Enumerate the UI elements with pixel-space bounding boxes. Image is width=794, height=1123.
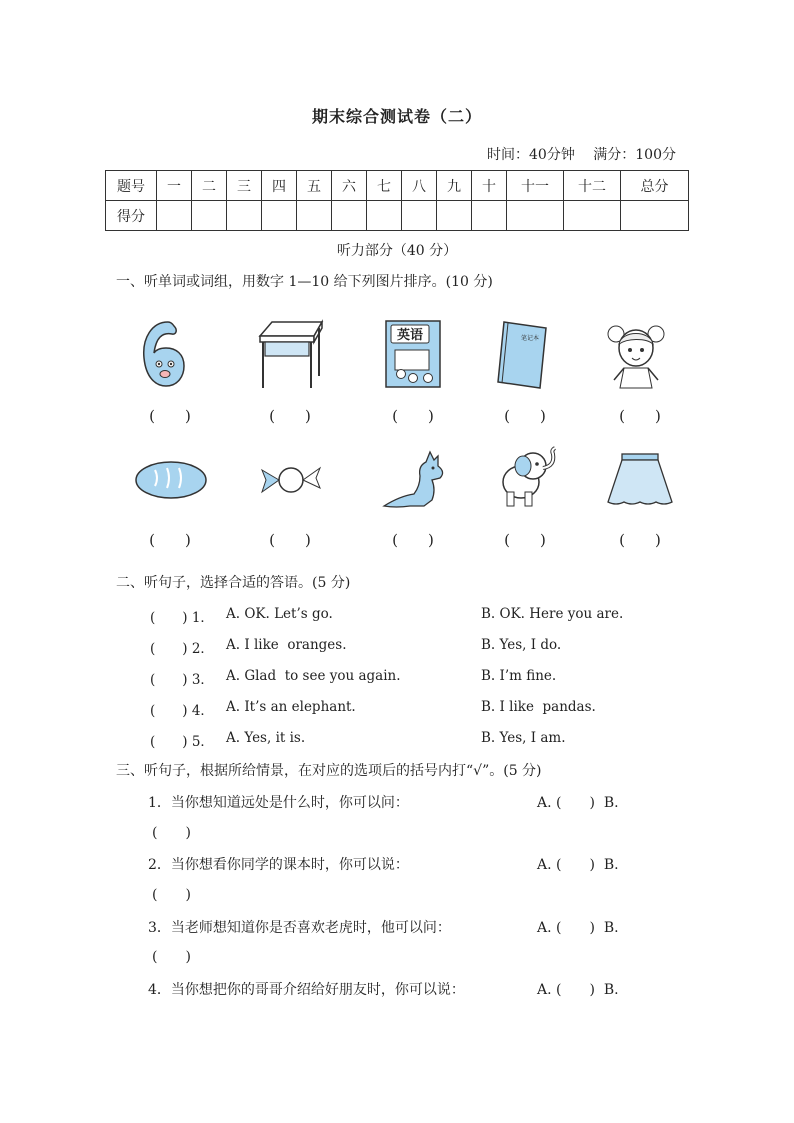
header-cell: 十一	[507, 171, 564, 201]
answer-paren-5[interactable]: ( )	[619, 407, 661, 425]
section3-option-b-paren[interactable]: ( )	[152, 825, 191, 841]
answer-paren-9[interactable]: ( )	[504, 531, 546, 549]
header-cell: 三	[227, 171, 262, 201]
header-cell: 四	[262, 171, 297, 201]
section2-option-b: B. I’m fine.	[481, 668, 557, 684]
score-cell[interactable]	[437, 201, 472, 231]
score-cell[interactable]	[472, 201, 507, 231]
header-cell: 总分	[621, 171, 689, 201]
answer-paren-8[interactable]: ( )	[392, 531, 434, 549]
section2-option-b: B. Yes, I am.	[481, 730, 566, 746]
listening-part-title: 听力部分（40 分）	[336, 243, 458, 259]
section2-option-b: B. I like pandas.	[481, 699, 596, 715]
answer-paren-3[interactable]: ( )	[392, 407, 434, 425]
section3-question: 1．当你想知道远处是什么时，你可以问：	[148, 795, 409, 811]
header-cell: 一	[157, 171, 192, 201]
section2-option-b: B. Yes, I do.	[481, 637, 562, 653]
answer-paren-6[interactable]: ( )	[149, 531, 191, 549]
score-table	[105, 170, 689, 231]
score-cell[interactable]	[621, 201, 689, 231]
section2-item-number[interactable]: ( ) 1．	[150, 610, 214, 626]
bread-icon	[133, 458, 209, 502]
answer-paren-2[interactable]: ( )	[269, 407, 311, 425]
header-cell: 六	[332, 171, 367, 201]
row-label: 得分	[106, 201, 157, 231]
notebook-label: 笔记本	[520, 335, 540, 342]
section2-option-a: A. Yes, it is.	[226, 730, 306, 746]
score-table-header-row	[106, 171, 689, 201]
section2-option-a: A. OK. Let’s go.	[226, 606, 333, 622]
score-cell[interactable]	[367, 201, 402, 231]
exam-meta: 时间：40分钟 满分：100分	[487, 147, 676, 163]
score-table-score-row	[106, 201, 689, 231]
header-cell: 八	[402, 171, 437, 201]
header-cell: 十二	[564, 171, 621, 201]
book-label: 英语	[396, 328, 424, 343]
section3-option-b-paren[interactable]: ( )	[152, 887, 191, 903]
page-title: 期末综合测试卷（二）	[311, 107, 482, 126]
section2-option-a: A. It’s an elephant.	[226, 699, 356, 715]
section2-item-number[interactable]: ( ) 5．	[150, 734, 214, 750]
header-cell: 五	[297, 171, 332, 201]
score-cell[interactable]	[507, 201, 564, 231]
section2-item-number[interactable]: ( ) 4．	[150, 703, 214, 719]
section2-item-number[interactable]: ( ) 3．	[150, 672, 214, 688]
notebook-icon	[496, 320, 550, 390]
english-book-icon	[383, 318, 445, 390]
section2-option-a: A. I like oranges.	[226, 637, 347, 653]
answer-paren-7[interactable]: ( )	[269, 531, 311, 549]
section3-heading: 三、听句子，根据所给情景，在对应的选项后的括号内打“√”。(5 分)	[116, 763, 542, 779]
score-cell[interactable]	[227, 201, 262, 231]
section1-heading: 一、听单词或词组，用数字 1—10 给下列图片排序。(10 分)	[116, 274, 493, 290]
skirt-icon	[606, 452, 674, 508]
score-cell[interactable]	[157, 201, 192, 231]
score-cell[interactable]	[192, 201, 227, 231]
section3-options[interactable]: A. ( ) B.	[537, 795, 619, 811]
girl-icon	[606, 318, 666, 390]
score-cell[interactable]	[297, 201, 332, 231]
kangaroo-icon	[380, 448, 448, 510]
section2-heading: 二、听句子，选择合适的答语。(5 分)	[116, 575, 351, 591]
header-cell: 九	[437, 171, 472, 201]
score-cell[interactable]	[332, 201, 367, 231]
section2-option-b: B. OK. Here you are.	[481, 606, 624, 622]
section3-options[interactable]: A. ( ) B.	[537, 857, 619, 873]
elephant-icon	[495, 446, 559, 510]
section3-options[interactable]: A. ( ) B.	[537, 982, 619, 998]
section2-item-number[interactable]: ( ) 2．	[150, 641, 214, 657]
answer-paren-4[interactable]: ( )	[504, 407, 546, 425]
header-cell: 十	[472, 171, 507, 201]
section2-option-a: A. Glad to see you again.	[226, 668, 401, 684]
header-cell: 二	[192, 171, 227, 201]
header-cell: 七	[367, 171, 402, 201]
number-six-icon	[138, 318, 188, 390]
score-cell[interactable]	[402, 201, 437, 231]
score-cell[interactable]	[262, 201, 297, 231]
section3-options[interactable]: A. ( ) B.	[537, 920, 619, 936]
section3-question: 4．当你想把你的哥哥介绍给好朋友时，你可以说：	[148, 982, 465, 998]
candy-icon	[258, 458, 324, 502]
answer-paren-10[interactable]: ( )	[619, 531, 661, 549]
section3-question: 2．当你想看你同学的课本时，你可以说：	[148, 857, 409, 873]
section3-question: 3．当老师想知道你是否喜欢老虎时，他可以问：	[148, 920, 451, 936]
score-cell[interactable]	[564, 201, 621, 231]
section3-option-b-paren[interactable]: ( )	[152, 949, 191, 965]
header-cell: 题号	[106, 171, 157, 201]
desk-icon	[256, 318, 326, 390]
answer-paren-1[interactable]: ( )	[149, 407, 191, 425]
